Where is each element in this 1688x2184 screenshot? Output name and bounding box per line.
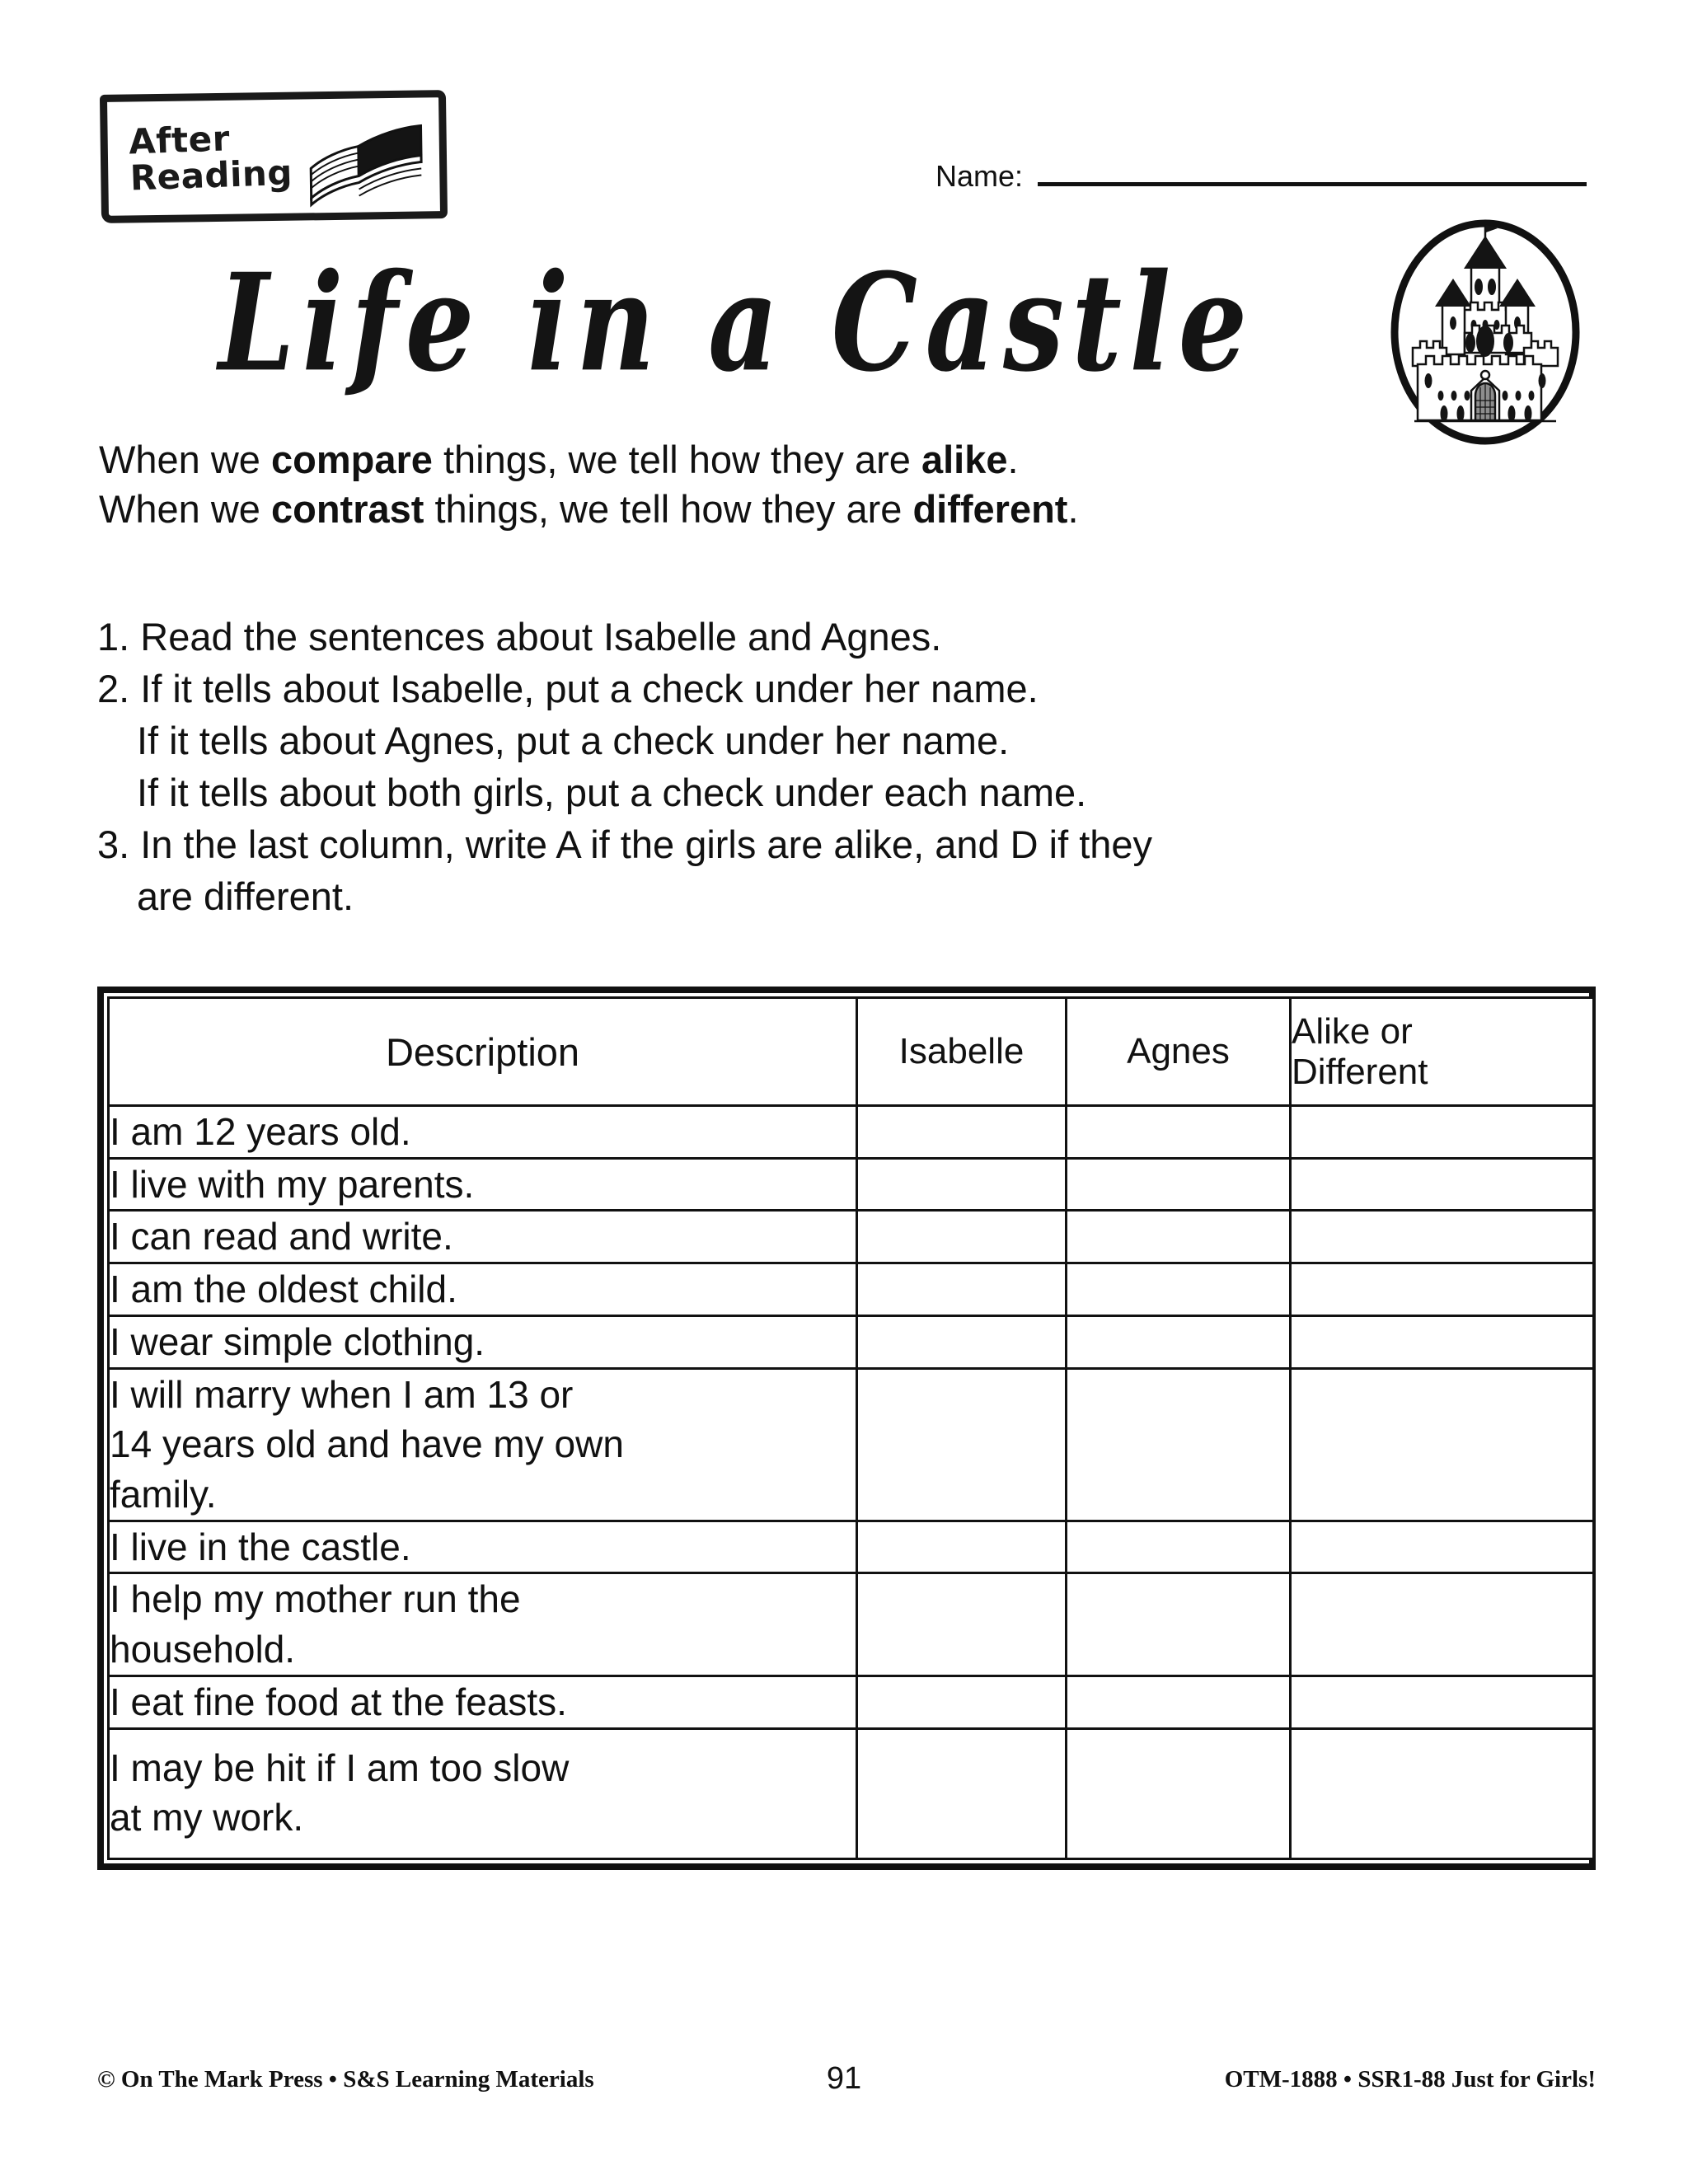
name-input-line[interactable]	[1038, 182, 1587, 186]
alike-different-cell[interactable]	[1291, 1573, 1594, 1675]
description-cell	[109, 1158, 857, 1211]
isabelle-check-cell[interactable]	[857, 1728, 1067, 1858]
badge-line-1: After	[128, 118, 231, 162]
table-row	[109, 1521, 1594, 1573]
isabelle-check-cell[interactable]	[857, 1675, 1067, 1728]
intro-line1-mid: things, we tell how they are	[432, 438, 921, 481]
intro-keyword-compare: compare	[270, 438, 433, 481]
description-cell	[109, 1521, 857, 1573]
alike-different-cell[interactable]	[1291, 1728, 1594, 1858]
agnes-check-cell[interactable]	[1067, 1106, 1291, 1159]
table-row	[109, 1675, 1594, 1728]
isabelle-check-cell[interactable]	[857, 1315, 1067, 1368]
column-header-isabelle: Isabelle	[857, 998, 1067, 1106]
agnes-check-cell[interactable]	[1067, 1158, 1291, 1211]
description-cell	[109, 1106, 857, 1159]
instruction-2-sub-2: If it tells about both girls, put a check under each name.	[137, 770, 1087, 814]
instruction-2-text: 2. If it tells about Isabelle, put a check under her name.	[97, 666, 1039, 710]
description-line: I am 12 years old.	[110, 1110, 411, 1153]
page-header	[0, 0, 1688, 247]
table-body	[109, 1106, 1594, 1859]
footer-page-number: 91	[826, 2061, 862, 2096]
intro-line1-suffix: .	[1007, 438, 1019, 481]
intro-line-compare	[99, 435, 1582, 485]
alike-different-cell[interactable]	[1291, 1106, 1594, 1159]
column-header-alike-or-different	[1291, 998, 1594, 1106]
description-line: I wear simple clothing.	[110, 1319, 485, 1363]
description-line: I live with my parents.	[110, 1162, 475, 1206]
alike-or-line-1: Alike or	[1292, 1010, 1413, 1052]
agnes-check-cell[interactable]	[1067, 1211, 1291, 1263]
alike-different-cell[interactable]	[1291, 1675, 1594, 1728]
agnes-check-cell[interactable]	[1067, 1728, 1291, 1858]
instruction-item-3	[97, 819, 1606, 923]
footer-copyright: © On The Mark Press • S&S Learning Materials	[97, 2066, 594, 2093]
isabelle-check-cell[interactable]	[857, 1211, 1067, 1263]
description-cell	[109, 1263, 857, 1316]
alike-different-cell[interactable]	[1291, 1158, 1594, 1211]
page-title: Life in a Castle	[218, 243, 1255, 402]
description-line: at my work.	[110, 1796, 304, 1840]
name-field-row	[935, 159, 1587, 194]
intro-line2-mid: things, we tell how they are	[424, 487, 913, 532]
worksheet-table-frame	[97, 987, 1596, 1870]
instruction-2-sub-1: If it tells about Agnes, put a check under her name.	[137, 718, 1010, 762]
agnes-check-cell[interactable]	[1067, 1315, 1291, 1368]
worksheet-table	[107, 996, 1595, 1860]
description-line: I am the oldest child.	[110, 1268, 457, 1311]
description-line: I can read and write.	[110, 1215, 453, 1258]
alike-different-cell[interactable]	[1291, 1315, 1594, 1368]
table-row	[109, 1573, 1594, 1675]
isabelle-check-cell[interactable]	[857, 1263, 1067, 1316]
after-reading-badge-text	[129, 119, 293, 197]
isabelle-check-cell[interactable]	[857, 1521, 1067, 1573]
table-row	[109, 1368, 1594, 1521]
title-zone	[0, 243, 1688, 412]
description-cell	[109, 1211, 857, 1263]
description-line: I help my mother run the	[110, 1577, 521, 1621]
agnes-check-cell[interactable]	[1067, 1263, 1291, 1316]
description-cell	[109, 1315, 857, 1368]
description-line: 14 years old and have my own	[110, 1422, 624, 1466]
isabelle-check-cell[interactable]	[857, 1106, 1067, 1159]
column-header-agnes: Agnes	[1067, 998, 1291, 1106]
table-row	[109, 1106, 1594, 1159]
description-line: I will marry when I am 13 or	[110, 1372, 574, 1416]
castle-emblem-icon	[1390, 218, 1581, 447]
alike-or-line-2: Different	[1292, 1052, 1428, 1092]
intro-keyword-different: different	[912, 487, 1068, 532]
instruction-3-text: 3. In the last column, write A if the girls are alike, and D if they	[97, 822, 1153, 866]
description-cell	[109, 1728, 857, 1858]
intro-keyword-contrast: contrast	[270, 487, 424, 532]
column-header-description: Description	[109, 998, 857, 1106]
agnes-check-cell[interactable]	[1067, 1368, 1291, 1521]
intro-line-contrast	[99, 485, 1582, 534]
table-header-row	[109, 998, 1594, 1106]
description-cell	[109, 1368, 857, 1521]
table-row	[109, 1211, 1594, 1263]
description-line: I may be hit if I am too slow	[110, 1746, 570, 1789]
alike-different-cell[interactable]	[1291, 1521, 1594, 1573]
page-footer	[0, 2056, 1688, 2114]
alike-different-cell[interactable]	[1291, 1263, 1594, 1316]
intro-line2-suffix: .	[1067, 487, 1079, 532]
intro-line2-prefix: When we	[99, 487, 271, 532]
instruction-item-1	[97, 612, 1606, 663]
alike-different-cell[interactable]	[1291, 1368, 1594, 1521]
description-line: family.	[110, 1473, 217, 1516]
isabelle-check-cell[interactable]	[857, 1368, 1067, 1521]
book-icon	[303, 115, 429, 209]
agnes-check-cell[interactable]	[1067, 1521, 1291, 1573]
intro-line1-prefix: When we	[99, 438, 271, 481]
description-cell	[109, 1573, 857, 1675]
isabelle-check-cell[interactable]	[857, 1158, 1067, 1211]
table-row	[109, 1158, 1594, 1211]
intro-keyword-alike: alike	[921, 438, 1008, 481]
description-line: household.	[110, 1628, 296, 1671]
description-cell	[109, 1675, 857, 1728]
footer-product-code: OTM-1888 • SSR1-88 Just for Girls!	[1224, 2066, 1596, 2093]
agnes-check-cell[interactable]	[1067, 1675, 1291, 1728]
agnes-check-cell[interactable]	[1067, 1573, 1291, 1675]
instruction-list	[97, 612, 1606, 923]
instruction-item-2	[97, 663, 1606, 819]
instruction-3-continuation: are different.	[137, 874, 354, 918]
isabelle-check-cell[interactable]	[857, 1573, 1067, 1675]
name-label: Name:	[935, 159, 1024, 193]
alike-different-cell[interactable]	[1291, 1211, 1594, 1263]
table-row	[109, 1728, 1594, 1858]
badge-line-2: Reading	[129, 152, 293, 199]
table-row	[109, 1315, 1594, 1368]
description-line: I eat fine food at the feasts.	[110, 1680, 567, 1723]
instruction-1-text: 1. Read the sentences about Isabelle and Agnes.	[97, 615, 942, 658]
intro-paragraph	[99, 435, 1582, 534]
table-row	[109, 1263, 1594, 1316]
description-line: I live in the castle.	[110, 1525, 411, 1568]
after-reading-badge	[100, 90, 448, 223]
